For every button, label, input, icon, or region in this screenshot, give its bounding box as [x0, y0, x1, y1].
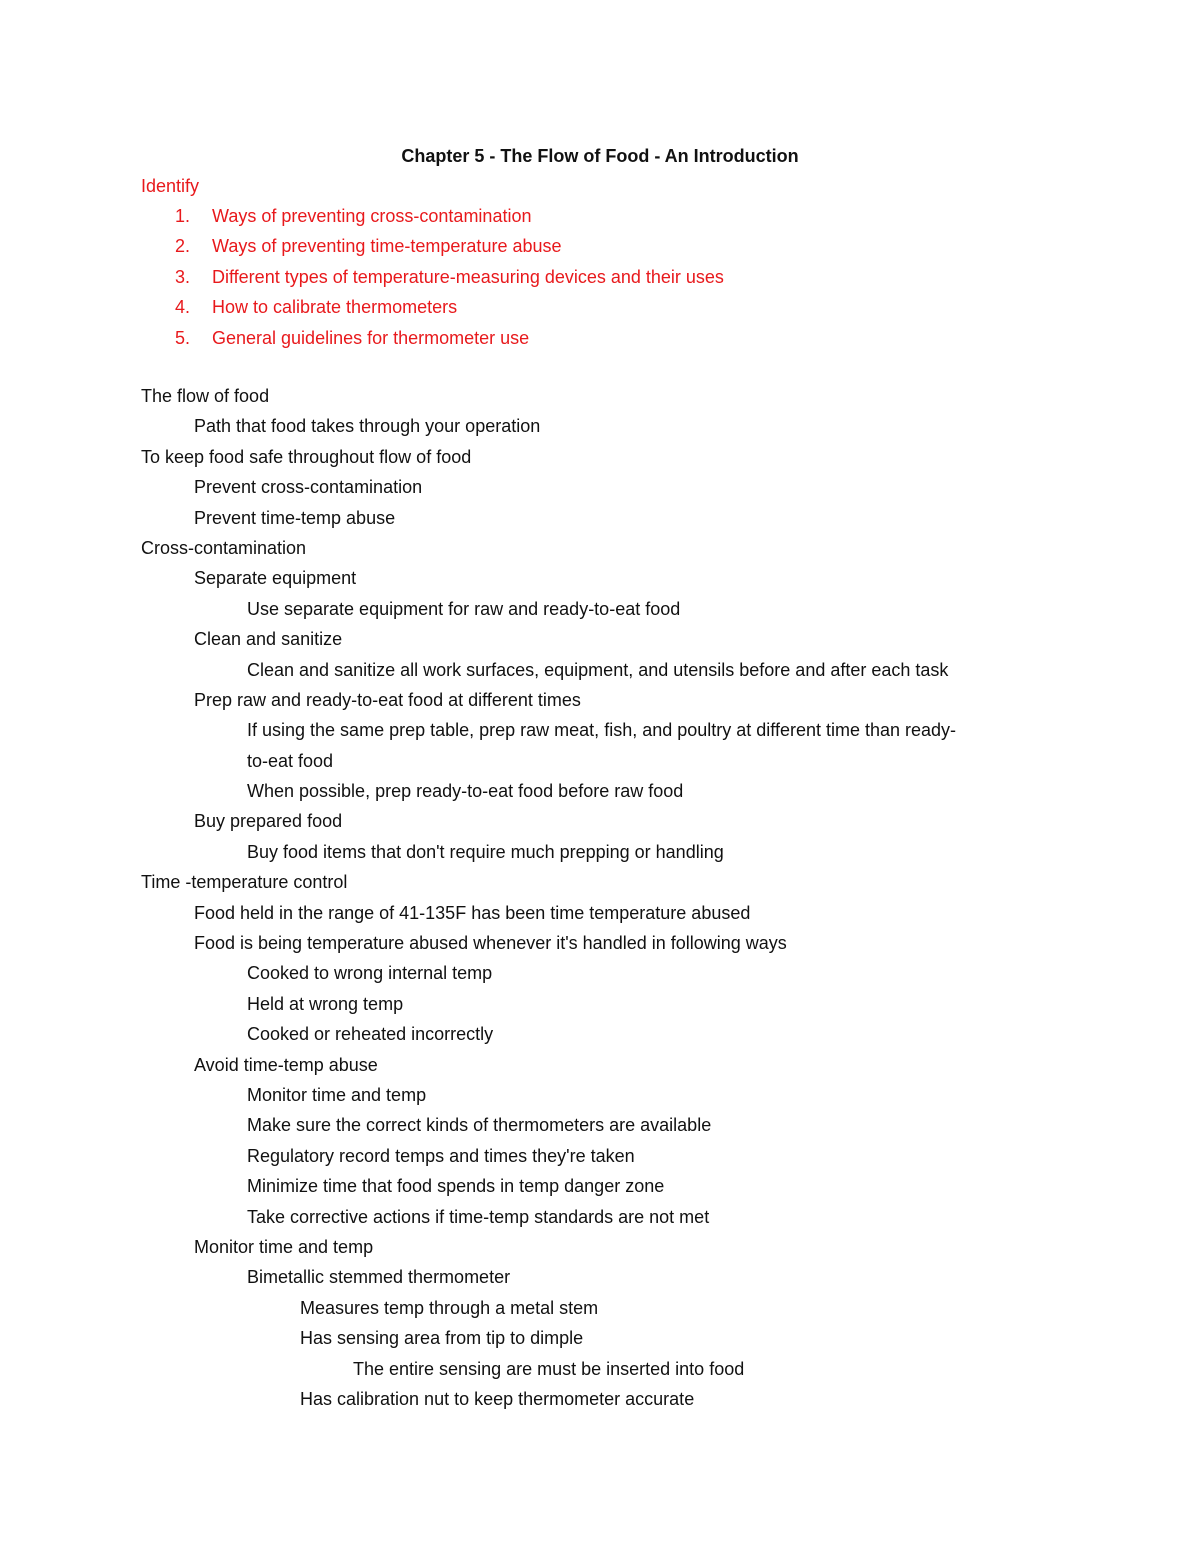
outline-item: Use separate equipment for raw and ready-to-eat food — [247, 598, 681, 619]
outline-item: Avoid time-temp abuse — [194, 1054, 378, 1075]
outline-item: If using the same prep table, prep raw meat, fish, and poultry at different time than ready- — [247, 720, 957, 741]
outline-item: When possible, prep ready-to-eat food before raw food — [247, 781, 684, 802]
page-title: Chapter 5 - The Flow of Food - An Introduction — [401, 146, 799, 166]
outline-item: Time -temperature control — [141, 872, 348, 893]
outline-item: Clean and sanitize all work surfaces, equipment, and utensils before and after each task — [247, 659, 949, 680]
outline-item: Has sensing area from tip to dimple — [300, 1328, 584, 1349]
outline-item: The entire sensing are must be inserted into food — [353, 1358, 745, 1379]
outline-item: Path that food takes through your operation — [194, 416, 541, 437]
outline-item: Prevent time-temp abuse — [194, 507, 396, 528]
outline-item: Take corrective actions if time-temp standards are not met — [247, 1206, 710, 1227]
outline-item: Cooked to wrong internal temp — [247, 963, 493, 984]
outline-list — [0, 382, 956, 1415]
objective-text: General guidelines for thermometer use — [212, 327, 530, 348]
outline-item: Food is being temperature abused whenever it's handled in following ways — [194, 933, 787, 954]
outline-item: Food held in the range of 41-135F has been time temperature abused — [194, 902, 751, 923]
outline-item: to-eat food — [247, 750, 334, 771]
outline-item: Cooked or reheated incorrectly — [247, 1024, 494, 1045]
objective-number: 3. — [175, 266, 191, 287]
outline-item: Minimize time that food spends in temp danger zone — [247, 1176, 665, 1197]
objective-number: 5. — [175, 327, 191, 348]
objective-number: 1. — [175, 206, 191, 226]
outline-item: The flow of food — [141, 386, 270, 406]
outline-item: Prevent cross-contamination — [194, 477, 423, 498]
outline-item: Separate equipment — [194, 568, 357, 589]
outline-item: Held at wrong temp — [247, 993, 404, 1014]
outline-item: Bimetallic stemmed thermometer — [247, 1267, 511, 1288]
objective-text: How to calibrate thermometers — [212, 297, 458, 318]
outline-item: Monitor time and temp — [194, 1236, 374, 1257]
objective-text: Different types of temperature-measuring devices and their uses — [212, 266, 724, 287]
outline-item: Buy prepared food — [194, 811, 343, 832]
outline-item: Monitor time and temp — [247, 1084, 427, 1105]
identify-heading: Identify — [141, 176, 200, 196]
outline-item: Buy food items that don't require much prepping or handling — [247, 841, 724, 862]
outline-item: Make sure the correct kinds of thermometers are available — [247, 1115, 712, 1136]
objective-text: Ways of preventing time-temperature abuse — [212, 236, 562, 257]
outline-item: Regulatory record temps and times they're taken — [247, 1145, 635, 1166]
objective-number: 2. — [175, 236, 191, 257]
outline-item: To keep food safe throughout flow of food — [141, 446, 472, 467]
outline-item: Prep raw and ready-to-eat food at different times — [194, 689, 581, 710]
outline-item: Measures temp through a metal stem — [300, 1297, 599, 1318]
objective-number: 4. — [175, 297, 191, 318]
outline-item: Clean and sanitize — [194, 629, 343, 650]
outline-item: Has calibration nut to keep thermometer accurate — [300, 1388, 695, 1409]
outline-item: Cross-contamination — [141, 537, 307, 558]
objective-text: Ways of preventing cross-contamination — [212, 206, 532, 226]
